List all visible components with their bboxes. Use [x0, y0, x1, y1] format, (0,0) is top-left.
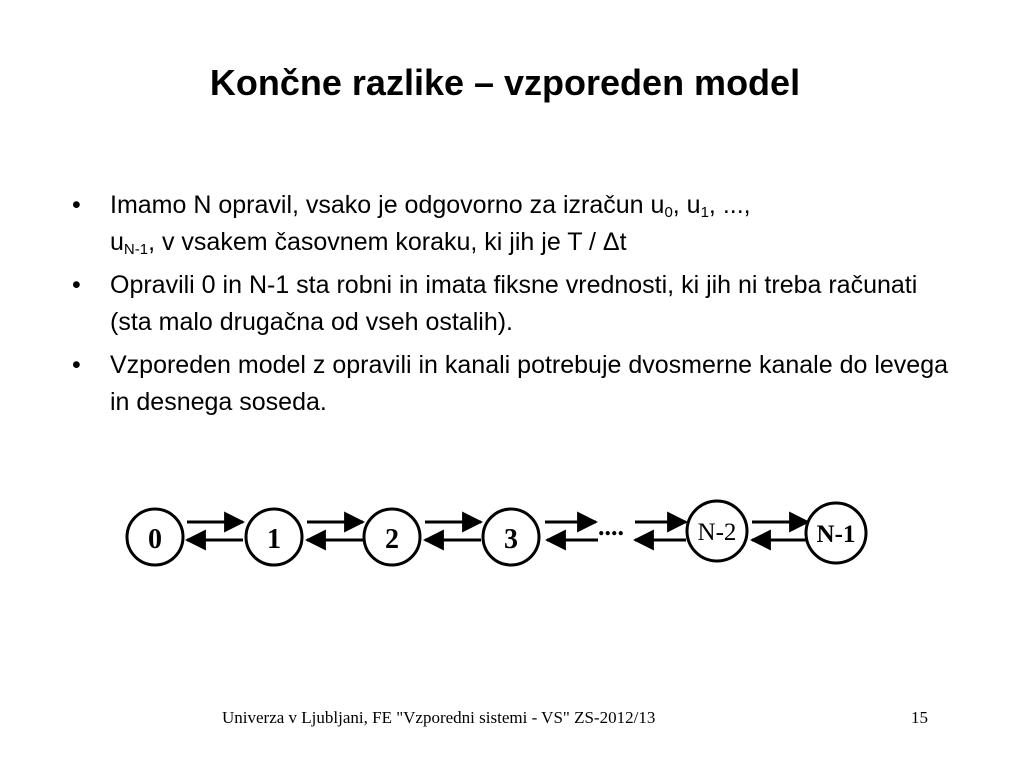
task-node-0-label: 0: [148, 524, 162, 555]
page-number: 15: [911, 708, 928, 727]
bullet-marker: •: [72, 271, 81, 299]
bullet-marker: •: [72, 191, 81, 219]
task-node-n-1: [806, 503, 866, 563]
slide-title: Končne razlike – vzporeden model: [209, 62, 801, 103]
bullet-1-sub-1: 1: [700, 204, 709, 221]
task-node-0: [127, 509, 183, 565]
bullet-3-text: Vzporeden model z opravili in kanali potrebuje dvosmerne kanale do levega in desnega soseda.: [110, 351, 949, 416]
bullet-1-text-e: , v vsakem časovnem koraku, ki jih je T / Δt: [148, 228, 627, 256]
task-node-n-2-label: N-2: [697, 519, 737, 546]
bullet-item-1: [70, 187, 950, 261]
task-node-2-label: 2: [385, 524, 399, 555]
bullet-marker: •: [72, 351, 81, 379]
task-node-2: [364, 509, 420, 565]
task-node-3: [483, 509, 539, 565]
ellipsis-label: ....: [598, 512, 624, 541]
bullet-item-2: [70, 267, 950, 341]
task-channel-diagram: [0, 490, 1024, 590]
slide-footer: Univerza v Ljubljani, FE "Vzporedni sistemi - VS" ZS-2012/13: [222, 708, 656, 727]
bullet-2-text: Opravili 0 in N-1 sta robni in imata fiksne vrednosti, ki jih ni treba računati (sta malo drugačna od vseh ostalih).: [110, 271, 918, 336]
task-node-n-1-label: N-1: [816, 521, 856, 548]
bullet-1-text-d: u: [110, 228, 124, 256]
task-node-n-2: [687, 501, 747, 561]
bullet-1-text-c: , ...,: [708, 191, 751, 219]
bullet-1-sub-0: 0: [664, 204, 673, 221]
task-node-1: [246, 509, 302, 565]
bullet-item-3: [70, 347, 950, 421]
task-node-3-label: 3: [504, 524, 518, 555]
bullet-1-sub-n1: N-1: [123, 241, 149, 258]
task-node-1-label: 1: [267, 524, 281, 555]
bullet-1-text-b: , u: [672, 191, 701, 219]
bullet-1-text-a: Imamo N opravil, vsako je odgovorno za izračun u: [110, 191, 665, 219]
bullet-list: [70, 187, 950, 427]
